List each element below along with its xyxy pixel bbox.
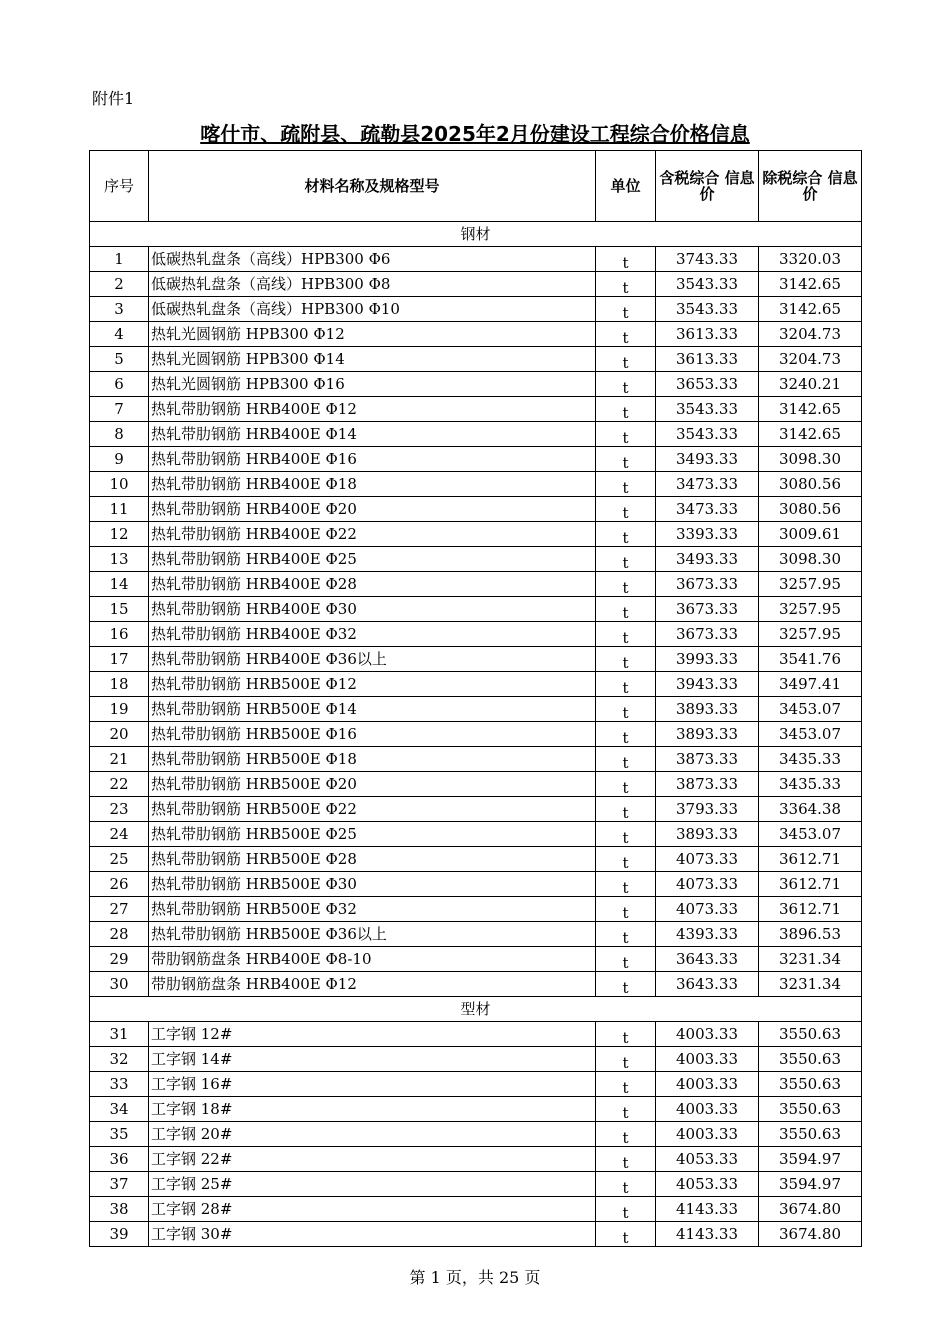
unit-cell: t xyxy=(596,1072,656,1097)
row-number: 5 xyxy=(90,347,149,372)
price-tax-excl: 3204.73 xyxy=(759,322,862,347)
header-name: 材料名称及规格型号 xyxy=(149,151,596,222)
price-tax-excl: 3896.53 xyxy=(759,922,862,947)
table-row xyxy=(90,322,862,347)
table-row xyxy=(90,872,862,897)
price-tax-incl: 3873.33 xyxy=(656,747,759,772)
unit-cell: t xyxy=(596,647,656,672)
price-tax-excl: 3320.03 xyxy=(759,247,862,272)
price-tax-incl: 4143.33 xyxy=(656,1197,759,1222)
price-tax-incl: 4143.33 xyxy=(656,1222,759,1247)
category-row xyxy=(90,997,862,1022)
table-row xyxy=(90,647,862,672)
unit-cell: t xyxy=(596,372,656,397)
price-tax-excl: 3550.63 xyxy=(759,1072,862,1097)
table-row xyxy=(90,572,862,597)
unit-cell: t xyxy=(596,622,656,647)
table-row xyxy=(90,272,862,297)
table-row xyxy=(90,622,862,647)
price-tax-incl: 4003.33 xyxy=(656,1022,759,1047)
unit-cell: t xyxy=(596,772,656,797)
price-tax-incl: 3393.33 xyxy=(656,522,759,547)
price-tax-excl: 3541.76 xyxy=(759,647,862,672)
category-row xyxy=(90,222,862,247)
table-row xyxy=(90,697,862,722)
table-row xyxy=(90,547,862,572)
table-row xyxy=(90,422,862,447)
table-row xyxy=(90,672,862,697)
material-name: 热轧带肋钢筋 HRB400E Φ32 xyxy=(149,622,596,647)
unit-cell: t xyxy=(596,697,656,722)
price-tax-incl: 3643.33 xyxy=(656,947,759,972)
price-tax-excl: 3240.21 xyxy=(759,372,862,397)
material-name: 热轧带肋钢筋 HRB400E Φ12 xyxy=(149,397,596,422)
price-tax-excl: 3435.33 xyxy=(759,772,862,797)
unit-cell: t xyxy=(596,347,656,372)
material-name: 热轧带肋钢筋 HRB500E Φ28 xyxy=(149,847,596,872)
price-tax-incl: 3643.33 xyxy=(656,972,759,997)
material-name: 工字钢 28# xyxy=(149,1197,596,1222)
price-tax-excl: 3550.63 xyxy=(759,1122,862,1147)
price-tax-excl: 3098.30 xyxy=(759,447,862,472)
material-name: 热轧带肋钢筋 HRB500E Φ30 xyxy=(149,872,596,897)
unit-cell: t xyxy=(596,547,656,572)
row-number: 10 xyxy=(90,472,149,497)
table-row xyxy=(90,397,862,422)
header-tax-incl: 含税综合 信息价 xyxy=(656,151,759,222)
unit-cell: t xyxy=(596,1047,656,1072)
price-tax-incl: 4073.33 xyxy=(656,847,759,872)
price-tax-excl: 3550.63 xyxy=(759,1022,862,1047)
price-tax-excl: 3594.97 xyxy=(759,1147,862,1172)
table-row xyxy=(90,1197,862,1222)
row-number: 13 xyxy=(90,547,149,572)
category-label: 型材 xyxy=(90,997,862,1022)
attachment-label: 附件1 xyxy=(92,89,135,108)
table-row xyxy=(90,947,862,972)
price-tax-incl: 3893.33 xyxy=(656,822,759,847)
price-tax-incl: 3673.33 xyxy=(656,622,759,647)
unit-cell: t xyxy=(596,822,656,847)
row-number: 32 xyxy=(90,1047,149,1072)
row-number: 36 xyxy=(90,1147,149,1172)
price-tax-excl: 3142.65 xyxy=(759,422,862,447)
table-row xyxy=(90,747,862,772)
price-tax-incl: 3673.33 xyxy=(656,597,759,622)
unit-cell: t xyxy=(596,522,656,547)
material-name: 热轧带肋钢筋 HRB500E Φ16 xyxy=(149,722,596,747)
material-name: 热轧带肋钢筋 HRB500E Φ20 xyxy=(149,772,596,797)
price-tax-excl: 3142.65 xyxy=(759,297,862,322)
price-tax-incl: 4073.33 xyxy=(656,897,759,922)
table-row xyxy=(90,447,862,472)
price-tax-excl: 3142.65 xyxy=(759,397,862,422)
price-tax-incl: 3943.33 xyxy=(656,672,759,697)
unit-cell: t xyxy=(596,1222,656,1247)
table-row xyxy=(90,1097,862,1122)
price-tax-incl: 3493.33 xyxy=(656,447,759,472)
material-name: 工字钢 25# xyxy=(149,1172,596,1197)
row-number: 26 xyxy=(90,872,149,897)
unit-cell: t xyxy=(596,922,656,947)
material-name: 热轧带肋钢筋 HRB400E Φ14 xyxy=(149,422,596,447)
price-tax-excl: 3142.65 xyxy=(759,272,862,297)
material-name: 热轧带肋钢筋 HRB400E Φ18 xyxy=(149,472,596,497)
unit-cell: t xyxy=(596,1097,656,1122)
table-row xyxy=(90,497,862,522)
table-row xyxy=(90,1022,862,1047)
unit-cell: t xyxy=(596,247,656,272)
row-number: 34 xyxy=(90,1097,149,1122)
row-number: 11 xyxy=(90,497,149,522)
table-row xyxy=(90,922,862,947)
table-row xyxy=(90,1122,862,1147)
table-row xyxy=(90,1147,862,1172)
material-name: 热轧带肋钢筋 HRB500E Φ12 xyxy=(149,672,596,697)
price-tax-incl: 4003.33 xyxy=(656,1072,759,1097)
price-tax-excl: 3364.38 xyxy=(759,797,862,822)
row-number: 9 xyxy=(90,447,149,472)
price-tax-excl: 3257.95 xyxy=(759,597,862,622)
material-name: 热轧带肋钢筋 HRB500E Φ14 xyxy=(149,697,596,722)
row-number: 14 xyxy=(90,572,149,597)
row-number: 33 xyxy=(90,1072,149,1097)
row-number: 3 xyxy=(90,297,149,322)
price-tax-excl: 3453.07 xyxy=(759,822,862,847)
unit-cell: t xyxy=(596,472,656,497)
price-tax-incl: 3743.33 xyxy=(656,247,759,272)
price-tax-incl: 4073.33 xyxy=(656,872,759,897)
unit-cell: t xyxy=(596,1122,656,1147)
price-tax-incl: 4003.33 xyxy=(656,1097,759,1122)
unit-cell: t xyxy=(596,672,656,697)
price-tax-incl: 3543.33 xyxy=(656,297,759,322)
price-tax-excl: 3435.33 xyxy=(759,747,862,772)
page-footer: 第 1 页，共 25 页 xyxy=(409,1268,541,1287)
table-row xyxy=(90,1047,862,1072)
row-number: 20 xyxy=(90,722,149,747)
unit-cell: t xyxy=(596,1022,656,1047)
table-row xyxy=(90,972,862,997)
material-name: 热轧带肋钢筋 HRB400E Φ36以上 xyxy=(149,647,596,672)
material-name: 工字钢 14# xyxy=(149,1047,596,1072)
price-tax-excl: 3594.97 xyxy=(759,1172,862,1197)
price-tax-excl: 3204.73 xyxy=(759,347,862,372)
table-row xyxy=(90,297,862,322)
material-name: 热轧带肋钢筋 HRB500E Φ32 xyxy=(149,897,596,922)
row-number: 39 xyxy=(90,1222,149,1247)
table-row xyxy=(90,722,862,747)
unit-cell: t xyxy=(596,1197,656,1222)
unit-cell: t xyxy=(596,497,656,522)
unit-cell: t xyxy=(596,272,656,297)
material-name: 热轧光圆钢筋 HPB300 Φ12 xyxy=(149,322,596,347)
row-number: 1 xyxy=(90,247,149,272)
table-row xyxy=(90,897,862,922)
row-number: 7 xyxy=(90,397,149,422)
material-name: 热轧带肋钢筋 HRB400E Φ25 xyxy=(149,547,596,572)
material-name: 热轧带肋钢筋 HRB400E Φ20 xyxy=(149,497,596,522)
price-tax-incl: 3493.33 xyxy=(656,547,759,572)
row-number: 19 xyxy=(90,697,149,722)
price-tax-incl: 4003.33 xyxy=(656,1122,759,1147)
material-name: 工字钢 18# xyxy=(149,1097,596,1122)
row-number: 25 xyxy=(90,847,149,872)
row-number: 27 xyxy=(90,897,149,922)
unit-cell: t xyxy=(596,597,656,622)
unit-cell: t xyxy=(596,447,656,472)
row-number: 2 xyxy=(90,272,149,297)
price-tax-incl: 3613.33 xyxy=(656,322,759,347)
material-name: 热轧带肋钢筋 HRB500E Φ25 xyxy=(149,822,596,847)
price-tax-excl: 3257.95 xyxy=(759,572,862,597)
row-number: 22 xyxy=(90,772,149,797)
price-tax-excl: 3231.34 xyxy=(759,947,862,972)
table-row xyxy=(90,1072,862,1097)
price-tax-incl: 3793.33 xyxy=(656,797,759,822)
unit-cell: t xyxy=(596,747,656,772)
row-number: 4 xyxy=(90,322,149,347)
table-row xyxy=(90,347,862,372)
price-tax-incl: 3473.33 xyxy=(656,472,759,497)
row-number: 6 xyxy=(90,372,149,397)
unit-cell: t xyxy=(596,297,656,322)
row-number: 24 xyxy=(90,822,149,847)
table-row xyxy=(90,522,862,547)
price-tax-incl: 3873.33 xyxy=(656,772,759,797)
table-row xyxy=(90,1222,862,1247)
price-tax-incl: 3613.33 xyxy=(656,347,759,372)
price-tax-excl: 3453.07 xyxy=(759,697,862,722)
unit-cell: t xyxy=(596,897,656,922)
material-name: 热轧带肋钢筋 HRB400E Φ22 xyxy=(149,522,596,547)
material-name: 带肋钢筋盘条 HRB400E Φ12 xyxy=(149,972,596,997)
material-name: 工字钢 22# xyxy=(149,1147,596,1172)
table-row xyxy=(90,247,862,272)
price-tax-excl: 3497.41 xyxy=(759,672,862,697)
price-tax-incl: 4393.33 xyxy=(656,922,759,947)
material-name: 工字钢 20# xyxy=(149,1122,596,1147)
material-name: 低碳热轧盘条（高线）HPB300 Φ6 xyxy=(149,247,596,272)
unit-cell: t xyxy=(596,947,656,972)
unit-cell: t xyxy=(596,797,656,822)
unit-cell: t xyxy=(596,397,656,422)
unit-cell: t xyxy=(596,572,656,597)
material-name: 带肋钢筋盘条 HRB400E Φ8-10 xyxy=(149,947,596,972)
row-number: 35 xyxy=(90,1122,149,1147)
table-row xyxy=(90,1172,862,1197)
material-name: 热轧带肋钢筋 HRB500E Φ22 xyxy=(149,797,596,822)
row-number: 8 xyxy=(90,422,149,447)
material-name: 热轧带肋钢筋 HRB400E Φ28 xyxy=(149,572,596,597)
unit-cell: t xyxy=(596,872,656,897)
price-tax-incl: 4053.33 xyxy=(656,1172,759,1197)
header-tax-excl: 除税综合 信息价 xyxy=(759,151,862,222)
price-tax-excl: 3098.30 xyxy=(759,547,862,572)
unit-cell: t xyxy=(596,422,656,447)
unit-cell: t xyxy=(596,847,656,872)
price-tax-incl: 3893.33 xyxy=(656,722,759,747)
price-tax-incl: 3543.33 xyxy=(656,397,759,422)
material-name: 热轧带肋钢筋 HRB400E Φ30 xyxy=(149,597,596,622)
row-number: 12 xyxy=(90,522,149,547)
row-number: 37 xyxy=(90,1172,149,1197)
row-number: 21 xyxy=(90,747,149,772)
row-number: 29 xyxy=(90,947,149,972)
price-tax-excl: 3550.63 xyxy=(759,1047,862,1072)
material-name: 低碳热轧盘条（高线）HPB300 Φ10 xyxy=(149,297,596,322)
material-name: 热轧光圆钢筋 HPB300 Φ16 xyxy=(149,372,596,397)
row-number: 31 xyxy=(90,1022,149,1047)
table-row xyxy=(90,797,862,822)
page-title: 喀什市、疏附县、疏勒县2025年2月份建设工程综合价格信息 xyxy=(200,122,750,146)
row-number: 30 xyxy=(90,972,149,997)
table-row xyxy=(90,372,862,397)
material-name: 工字钢 30# xyxy=(149,1222,596,1247)
price-tax-incl: 3653.33 xyxy=(656,372,759,397)
price-tax-incl: 4003.33 xyxy=(656,1047,759,1072)
price-tax-incl: 3993.33 xyxy=(656,647,759,672)
unit-cell: t xyxy=(596,322,656,347)
table-body xyxy=(90,222,862,1247)
price-tax-incl: 3473.33 xyxy=(656,497,759,522)
material-name: 工字钢 12# xyxy=(149,1022,596,1047)
row-number: 15 xyxy=(90,597,149,622)
table-row xyxy=(90,472,862,497)
row-number: 16 xyxy=(90,622,149,647)
price-tax-incl: 4053.33 xyxy=(656,1147,759,1172)
row-number: 28 xyxy=(90,922,149,947)
table-row xyxy=(90,772,862,797)
price-tax-excl: 3612.71 xyxy=(759,847,862,872)
material-name: 工字钢 16# xyxy=(149,1072,596,1097)
price-tax-excl: 3612.71 xyxy=(759,872,862,897)
category-label: 钢材 xyxy=(90,222,862,247)
price-table xyxy=(89,150,862,1247)
price-tax-excl: 3080.56 xyxy=(759,497,862,522)
row-number: 23 xyxy=(90,797,149,822)
price-tax-incl: 3893.33 xyxy=(656,697,759,722)
unit-cell: t xyxy=(596,1147,656,1172)
unit-cell: t xyxy=(596,722,656,747)
header-unit: 单位 xyxy=(596,151,656,222)
price-tax-incl: 3543.33 xyxy=(656,422,759,447)
price-tax-excl: 3674.80 xyxy=(759,1197,862,1222)
row-number: 38 xyxy=(90,1197,149,1222)
row-number: 17 xyxy=(90,647,149,672)
table-row xyxy=(90,822,862,847)
price-tax-incl: 3543.33 xyxy=(656,272,759,297)
table-header-row xyxy=(90,151,862,222)
unit-cell: t xyxy=(596,1172,656,1197)
material-name: 热轧光圆钢筋 HPB300 Φ14 xyxy=(149,347,596,372)
price-tax-excl: 3257.95 xyxy=(759,622,862,647)
material-name: 热轧带肋钢筋 HRB400E Φ16 xyxy=(149,447,596,472)
price-tax-excl: 3231.34 xyxy=(759,972,862,997)
row-number: 18 xyxy=(90,672,149,697)
header-seq: 序号 xyxy=(90,151,149,222)
table-row xyxy=(90,847,862,872)
material-name: 热轧带肋钢筋 HRB500E Φ18 xyxy=(149,747,596,772)
material-name: 低碳热轧盘条（高线）HPB300 Φ8 xyxy=(149,272,596,297)
price-tax-excl: 3674.80 xyxy=(759,1222,862,1247)
unit-cell: t xyxy=(596,972,656,997)
price-tax-excl: 3009.61 xyxy=(759,522,862,547)
table-row xyxy=(90,597,862,622)
price-tax-excl: 3612.71 xyxy=(759,897,862,922)
price-tax-excl: 3453.07 xyxy=(759,722,862,747)
price-tax-excl: 3550.63 xyxy=(759,1097,862,1122)
price-tax-incl: 3673.33 xyxy=(656,572,759,597)
price-tax-excl: 3080.56 xyxy=(759,472,862,497)
material-name: 热轧带肋钢筋 HRB500E Φ36以上 xyxy=(149,922,596,947)
